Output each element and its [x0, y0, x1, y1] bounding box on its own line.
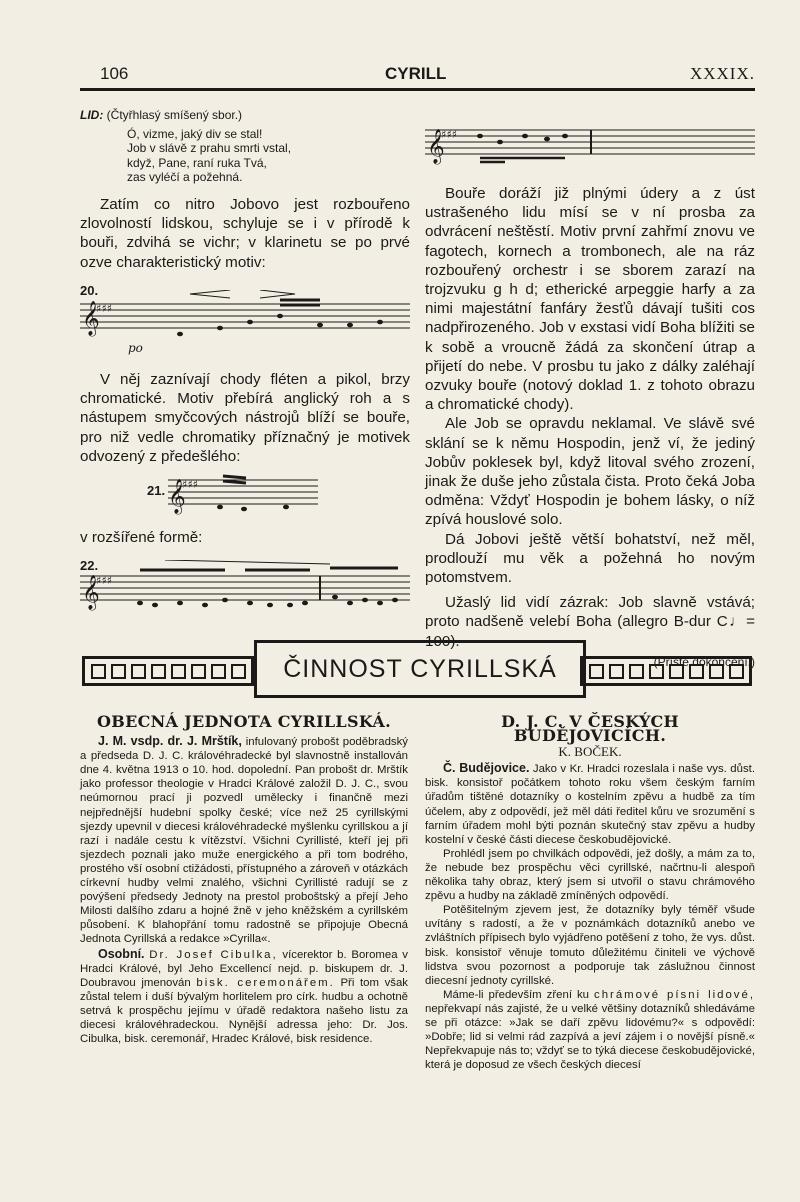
volume-number: XXXIX.: [689, 64, 755, 83]
paragraph-text: Máme-li především zření ku: [443, 988, 590, 1001]
page-number: 106: [100, 64, 129, 83]
lead-place: Č. Budějovice.: [443, 761, 530, 776]
banner-ornament-right: [580, 656, 752, 686]
svg-text:♯♯♯: ♯♯♯: [441, 128, 457, 141]
verse-line: zas vyléčí a požehná.: [127, 170, 243, 184]
verse-line: Job v slávě z prahu smrti vstal,: [127, 141, 292, 155]
paragraph-storm: [80, 195, 410, 272]
to-be-continued: (Příště dokončení.): [653, 654, 755, 669]
example-21-label: 21.: [147, 483, 166, 498]
banner-ornament-left: [82, 656, 254, 686]
svg-text:♯♯♯: ♯♯♯: [96, 302, 112, 315]
music-example-20: [80, 290, 410, 360]
paragraph-text: Dá Jobovi ještě větší bohatství, než měl, prodlouží mu věk a požehná ho novým potomstvem.: [425, 530, 755, 587]
page-header: [80, 64, 755, 91]
music-example-22: [80, 560, 410, 615]
right-column-text: [425, 184, 755, 672]
paragraph-chromatic: [80, 370, 410, 466]
lid-label: LID:: [80, 108, 104, 122]
svg-text:𝄞: 𝄞: [427, 129, 445, 164]
person-name: Dr. Josef Cibulka,: [149, 948, 278, 961]
article-author: K. BOČEK.: [558, 744, 622, 760]
music-example-21: [168, 470, 318, 520]
paragraph-text: Zatím co nitro Jobovo jest rozbouřeno zlovolností lidskou, schyluje se i v přírodě k bouři, zdvihá se vichr; v klarinetu se po prvé ozve charakteristický motiv:: [80, 196, 410, 271]
extended-form-label: v rozšířené formě:: [80, 529, 203, 546]
article-heading: D. J. C. V ČESKÝCH BUDĚJOVICÍCH.: [501, 712, 679, 746]
paragraph-text: V něj zaznívají chody fléten a pikol, brzy chromatické. Motiv přebírá anglický roh a s nástupem smyčcových nástrojů blíží se bouře, pro niž vedle chromatiky příznačný je motivek odvozený z předešlého:: [80, 371, 410, 465]
paragraph-text: Jako v Kr. Hradci rozeslala i naše vys. důst. bisk. konsistoř počátkem tohoto roku všem českým farním úřadům tištěné dotazníky o kostelním zpěvu a hudbě za tím účelem, aby z odpovědí, jež měl dáti ředitel kůru ve srozumění s farním úřadem mohl býti poznán skutečný stav zpěvu a hudby kostelní v české části diecese českobudějovické.: [425, 763, 755, 846]
lyric-po: po: [128, 341, 143, 355]
lead-name: J. M. vsdp. dr. J. Mrštík,: [98, 734, 242, 749]
verse-line: Ó, vizme, jaký div se stal!: [127, 126, 263, 141]
paragraph-text: infulovaný probošt poděbradský a předseda D. J. C. královéhradecké byl slavnostně installován dne 4. května 1913 o 10. hod. dopolední. Pan probošt dr. Mrštík jako professor theologie v Hradci Králové založil D. J. C., svou neúmornou prací ji pozvedl umělecky i finančně mezi nejpřednější hudební spolky české; více než 25 cyrillskými sjezdy upevnil v diecesi královéhradecké myšlenku cyrillskou a jí razí i nadále cestu k vítězství. Všichni Cyrillisté, kteří jej při sjezdech poznali jako muže energického a při tom bodrého, prostého vší osobní ctižádosti, přístupného a zároveň v otázkách církevní hudby velmi znalého, všichni Cyrillisté radují se z povýšení předsedy Jednoty na prestol proboštský a přejí Jeho Milosti dalšího zdaru a hojné žně v jeho kněžském a cyrillském působení. K blahopřání tomu radostně se připojuje Obecná Jednota Cyrillská a redakce »Cyrilla«.: [80, 736, 408, 946]
section-banner: [82, 640, 752, 696]
svg-text:𝄞: 𝄞: [82, 575, 100, 610]
example-20-label: 20.: [80, 283, 99, 298]
example-22-label: 22.: [80, 558, 99, 573]
paragraph-text: nepřekvapí nás zajisté, že u velké většiny dotazníků shledáváme se při otázce: »Jak se daří zpěvu lidovému?« s odpovědí: »Dobře; lid si velmi rád zazpívá a jeví zájem i o novější písně.« Nepřekvapuje nás to; vždyť se to týká diecese českobudějovické, která je doposud ze všech českých diecesí: [425, 1002, 755, 1072]
article-heading: OBECNÁ JEDNOTA CYRILLSKÁ.: [97, 712, 391, 731]
svg-text:♯♯♯: ♯♯♯: [182, 478, 198, 491]
verse-line: když, Pane, raní ruka Tvá,: [127, 155, 267, 170]
article-budejovice: [425, 712, 755, 1072]
music-example-right: [425, 118, 755, 168]
lid-block: [80, 108, 410, 185]
title-emphasis: bisk. ceremonářem.: [196, 976, 335, 989]
banner-title: ČINNOST CYRILLSKÁ: [254, 640, 586, 698]
lid-note: (Čtyřhlasý smíšený sbor.): [106, 108, 243, 122]
svg-text:𝄞: 𝄞: [168, 479, 186, 514]
paragraph-text: Užaslý lid vidí zázrak: Job slavně vstává; proto nadšeně velebí Boha (allegro B-dur C♩= 100).: [425, 594, 755, 650]
svg-text:𝄞: 𝄞: [82, 301, 100, 336]
paragraph-text: Při tom však zůstal telem i duší bývalým horlitelem pro círk. hudbu a ochotně setrvá k prospěchu jejímu v úřadě redaktora našeho listu za diecesi královéhradeckou. Nynější adressa jeho: Dr. Jos. Cibulka, bisk. ceremonář, Hradec Králové, bisk residence.: [80, 976, 409, 1046]
paragraph-text: Ale Job se opravdu neklamal. Ve slávě své sklání se k němu Hospodin, jenž ví, že jediný Jobův poklesek byl, když litoval svého zrození, jinak že duše jeho zůstala čista. Proto čeká Joba odměna: Vždyť Hospodin je bohem lásky, o níž zpívá houslové solo.: [425, 415, 755, 529]
paragraph-text: Prohlédl jsem po chvilkách odpovědi, jež došly, a mám za to, že nebude bez prospěchu věci cyrillské, načrtnu-li alespoň několika tahy obraz, který jsem si utvořil o stavu chrámového zpěvu a hudby na základě zmíněných odpovědí.: [425, 847, 755, 903]
svg-text:♯♯♯: ♯♯♯: [96, 574, 112, 587]
paragraph-text: vícerektor b. Boromea v Hradci Králové, byl Jeho Excellencí nejd. p. biskupem dr. J. Doubravou jmenován: [80, 948, 408, 989]
paragraph-text: Potěšitelným zjevem jest, že dotazníky byly téměř všude uvítány s radostí, a že v poznámkách dotazníků anebo ve zvláštních přípisech bylo vyjádřeno potěšení z toho, že vys. důst. bisk. konsistoř věnuje tomuto důležitému činiteli ve výchově lidstva svou pozornost a podporuje tak záslužnou činnost diecesní jednoty cyrillské.: [425, 904, 755, 987]
journal-title: CYRILL: [385, 64, 447, 83]
paragraph-text: Bouře doráží již plnými údery a z úst ustrašeného lidu mísí se v ní prosba za odvrácení neštěstí. Motiv první zahřmí znovu ve fagotech, kornech a trombonech, ale na ráz rozbouřený orchestr i se sborem zarazí na trojzvuku g h d; etherické arpeggie harfy a za nimi majestátní fanfáry žesťů dávají tušiti cos nadpřirozeného. Job v exstasi vidí Boha blížiti se k sobě a vroucně žádá za skončení útrap a přijetí do nebe. V prosbu tu jako z dálky zaléhají ozvuky bouře (notový doklad 1. z tohoto obrazu a chromatické chody).: [425, 185, 755, 414]
article-obecna-jednota: [80, 712, 409, 1046]
emphasis-text: chrámové písni lidové,: [594, 988, 755, 1001]
lead-osobni: Osobní.: [98, 946, 145, 961]
